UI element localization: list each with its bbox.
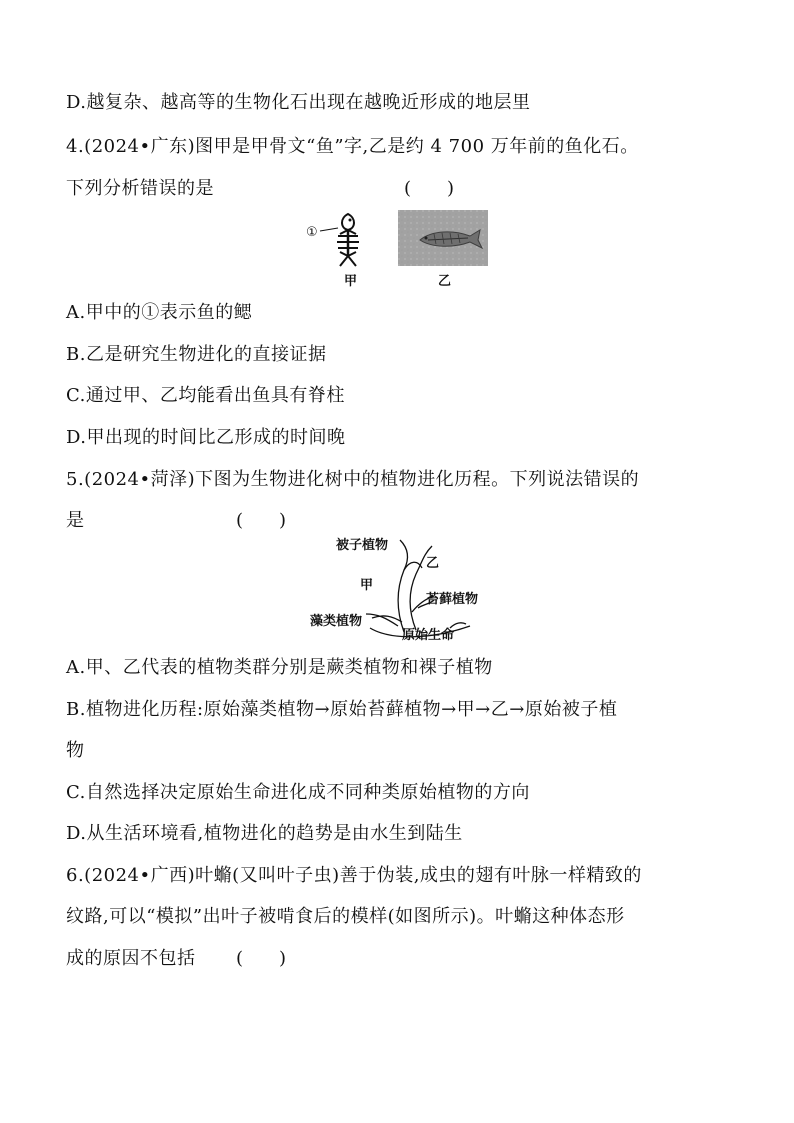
marker-circle-one: ①	[306, 225, 318, 240]
q4-option-d: D.甲出现的时间比乙形成的时间晚	[66, 427, 346, 448]
q4-stem-line1: 4.(2024•广东)图甲是甲骨文“鱼”字,乙是约 4 700 万年前的鱼化石。	[66, 136, 639, 157]
option-d-prev: D.越复杂、越高等的生物化石出现在越晚近形成的地层里	[66, 92, 531, 113]
q5-option-d: D.从生活环境看,植物进化的趋势是由水生到陆生	[66, 823, 463, 844]
q4-option-c: C.通过甲、乙均能看出鱼具有脊柱	[66, 385, 345, 406]
label-bryophyte: 苔藓植物	[426, 592, 479, 607]
label-yi-tree: 乙	[426, 556, 440, 571]
q5-stem-line1: 5.(2024•菏泽)下图为生物进化树中的植物进化历程。下列说法错误的	[66, 469, 640, 490]
q5-option-a: A.甲、乙代表的植物类群分别是蕨类植物和裸子植物	[66, 657, 493, 678]
label-algae: 藻类植物	[310, 614, 363, 629]
q5-option-b-cont: 物	[66, 740, 85, 761]
q5-answer-blank: ( )	[236, 510, 287, 531]
plant-evolution-tree	[300, 530, 500, 650]
q6-stem-line2: 纹路,可以“模拟”出叶子被啃食后的模样(如图所示)。叶䗛这种体态形	[66, 906, 625, 927]
label-angiosperm: 被子植物	[336, 538, 389, 553]
q5-option-b: B.植物进化历程:原始藻类植物→原始苔藓植物→甲→乙→原始被子植	[66, 699, 618, 720]
label-jia-tree: 甲	[360, 578, 374, 593]
q4-stem-line2: 下列分析错误的是	[66, 178, 214, 199]
q4-figure	[300, 208, 500, 288]
label-jia: 甲	[344, 274, 358, 289]
q6-stem-line3: 成的原因不包括	[66, 948, 196, 969]
fish-fossil-image	[398, 210, 488, 266]
q6-stem-line1: 6.(2024•广西)叶䗛(又叫叶子虫)善于伪装,成虫的翅有叶脉一样精致的	[66, 865, 642, 886]
oracle-fish-character	[304, 208, 364, 268]
label-yi: 乙	[438, 274, 452, 289]
q4-option-a: A.甲中的①表示鱼的鳃	[66, 302, 253, 323]
q5-option-c: C.自然选择决定原始生命进化成不同种类原始植物的方向	[66, 782, 530, 803]
label-primitive-life: 原始生命	[402, 628, 455, 643]
q5-stem-line2: 是	[66, 510, 85, 531]
q4-option-b: B.乙是研究生物进化的直接证据	[66, 344, 327, 365]
q4-answer-blank: ( )	[404, 178, 455, 199]
q6-answer-blank: ( )	[236, 948, 287, 969]
